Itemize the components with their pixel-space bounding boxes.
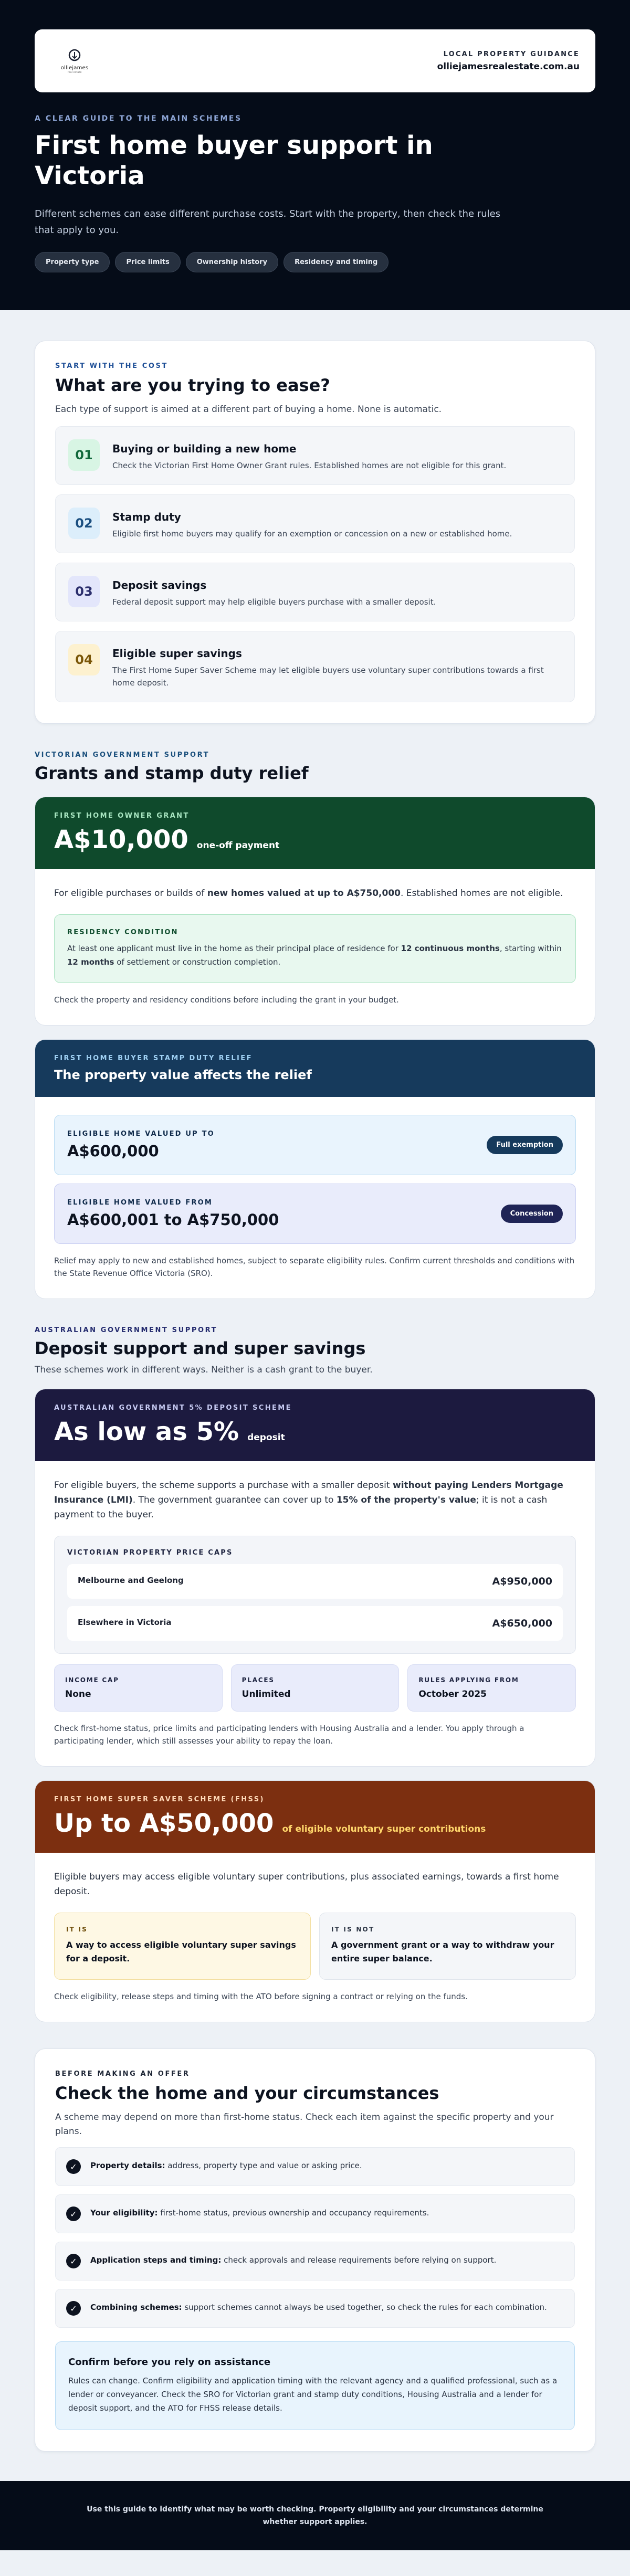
step-title: Stamp duty — [112, 511, 181, 523]
fhss-suffix: of eligible voluntary super contributions — [282, 1824, 486, 1834]
threshold-value: A$600,000 — [67, 1142, 159, 1160]
hero — [0, 0, 630, 310]
logo-subtext: real estate — [67, 70, 82, 74]
deposit-suffix: deposit — [247, 1432, 285, 1443]
cost-section — [35, 341, 595, 724]
step-number: 04 — [68, 644, 100, 675]
residency-condition-box — [54, 914, 576, 983]
step-number: 01 — [68, 439, 100, 471]
hero-intro: Different schemes can ease different purchase costs. Start with the property, then check the rules that apply to you. — [35, 208, 501, 236]
fhog-kicker: FIRST HOME OWNER GRANT — [54, 812, 190, 820]
header-eyebrow: LOCAL PROPERTY GUIDANCE — [443, 50, 580, 58]
section-kicker: START WITH THE COST — [55, 362, 168, 370]
fhss-note: Check eligibility, release steps and timing with the ATO before signing a contract or relying on the funds. — [54, 1992, 468, 2001]
fhog-amount: A$10,000 — [54, 825, 188, 854]
price-cap-value: A$650,000 — [492, 1618, 552, 1629]
topic-pills — [35, 252, 595, 272]
scheme-fact-tile — [407, 1664, 576, 1712]
threshold-label: ELIGIBLE HOME VALUED FROM — [67, 1199, 213, 1207]
price-caps-kicker: VICTORIAN PROPERTY PRICE CAPS — [67, 1549, 233, 1557]
fact-value: October 2025 — [418, 1689, 487, 1699]
fhss-is-not-box — [319, 1913, 576, 1980]
residency-kicker: RESIDENCY CONDITION — [67, 928, 178, 936]
step-description: The First Home Super Saver Scheme may let eligible buyers use voluntary super contributions towards a first home deposit. — [112, 666, 544, 688]
stamp-header — [35, 1040, 595, 1097]
pill-price-limits[interactable]: Price limits — [115, 252, 180, 272]
step-number: 02 — [68, 508, 100, 539]
fhss-is-label: IT IS — [66, 1926, 88, 1933]
site-header — [35, 29, 595, 92]
step-title: Deposit savings — [112, 579, 207, 592]
confirm-description: Rules can change. Confirm eligibility and application timing with the relevant agency and a qualified professional, such as a lender or conveyancer. Check the SRO for Victorian grant and stamp duty conditions, Housing Australia and a lender for deposit support, and the ATO for FHSS release details. — [68, 2376, 558, 2413]
price-cap-region: Elsewhere in Victoria — [78, 1618, 172, 1627]
residency-description: At least one applicant must live in the home as their principal place of residence for 12 continuous months, starting within 12 months of settlement or construction completion. — [67, 944, 562, 967]
step-number: 03 — [68, 576, 100, 607]
deposit-header — [35, 1389, 595, 1461]
price-cap-row — [67, 1606, 563, 1641]
step-item — [55, 426, 575, 485]
scheme-fact-tile — [54, 1664, 223, 1712]
step-description: Eligible first home buyers may qualify for an exemption or concession on a new or established home. — [112, 529, 512, 539]
stamp-duty-card — [35, 1039, 595, 1299]
stamp-kicker: FIRST HOME BUYER STAMP DUTY RELIEF — [54, 1054, 253, 1062]
deposit-kicker: AUSTRALIAN GOVERNMENT 5% DEPOSIT SCHEME — [54, 1404, 292, 1412]
logo[interactable] — [59, 48, 90, 74]
deposit-description: For eligible buyers, the scheme supports a purchase with a smaller deposit without paying Lenders Mortgage Insurance (LMI). The government guarantee can cover up to 15% of the property's value; it is not a cash payment to the buyer. — [54, 1480, 563, 1520]
fhog-note: Check the property and residency conditions before including the grant in your budget. — [54, 995, 399, 1005]
deposit-amount: As low as 5% — [54, 1417, 239, 1447]
fact-label: RULES APPLYING FROM — [418, 1676, 519, 1684]
check-icon: ✓ — [66, 2301, 81, 2316]
checklist-title: Check the home and your circumstances — [55, 2083, 439, 2103]
checklist-item — [55, 2194, 575, 2233]
fhss-is-value: A way to access eligible voluntary super savings for a deposit. — [66, 1940, 296, 1963]
aus-lead: These schemes work in different ways. Neither is a cash grant to the buyer. — [35, 1365, 373, 1375]
vic-title: Grants and stamp duty relief — [35, 763, 309, 783]
fhss-amount: Up to A$50,000 — [54, 1809, 274, 1838]
footer: Use this guide to identify what may be worth checking. Property eligibility and your circumstances determine whether support applies. — [0, 2481, 630, 2550]
fhog-header — [35, 797, 595, 869]
step-item — [55, 494, 575, 553]
fact-value: Unlimited — [242, 1689, 291, 1699]
fhss-is-not-value: A government grant or a way to withdraw your entire super balance. — [331, 1940, 554, 1963]
price-caps-box — [54, 1536, 576, 1654]
fhog-description: For eligible purchases or builds of new homes valued at up to A$750,000. Established homes are not eligible. — [54, 888, 563, 899]
checklist-item — [55, 2289, 575, 2328]
deposit-scheme-card — [35, 1389, 595, 1767]
pill-ownership-history[interactable]: Ownership history — [186, 252, 278, 272]
fhss-is-box — [54, 1913, 311, 1980]
scheme-facts — [54, 1664, 576, 1712]
stamp-duty-threshold — [54, 1184, 576, 1244]
section-lead: Each type of support is aimed at a different part of buying a home. None is automatic. — [55, 404, 442, 415]
scheme-fact-tile — [231, 1664, 400, 1712]
pill-residency-timing[interactable]: Residency and timing — [284, 252, 388, 272]
logo-icon — [68, 48, 81, 64]
step-item — [55, 563, 575, 621]
checklist-text: Your eligibility: first-home status, previous ownership and occupancy requirements. — [90, 2208, 429, 2218]
step-description: Federal deposit support may help eligible buyers purchase with a smaller deposit. — [112, 597, 436, 607]
fhss-card — [35, 1780, 595, 2022]
checklist-item — [55, 2242, 575, 2281]
fact-value: None — [65, 1689, 91, 1699]
price-cap-value: A$950,000 — [492, 1576, 552, 1587]
checklist-lead: A scheme may depend on more than first-home status. Check each item against the specific property and your plans. — [55, 2112, 554, 2137]
check-icon: ✓ — [66, 2254, 81, 2268]
fhss-is-not-label: IT IS NOT — [331, 1926, 375, 1933]
checklist-kicker: BEFORE MAKING AN OFFER — [55, 2070, 190, 2078]
fhss-header — [35, 1781, 595, 1853]
threshold-label: ELIGIBLE HOME VALUED UP TO — [67, 1130, 215, 1138]
threshold-value: A$600,001 to A$750,000 — [67, 1211, 279, 1229]
fhog-suffix: one-off payment — [196, 840, 280, 851]
fhss-kicker: FIRST HOME SUPER SAVER SCHEME (FHSS) — [54, 1796, 265, 1803]
check-icon: ✓ — [66, 2159, 81, 2174]
checklist-section — [35, 2049, 595, 2452]
site-link[interactable]: olliejamesrealestate.com.au — [437, 61, 580, 72]
checklist-text: Combining schemes: support schemes cannot always be used together, so check the rules for each combination. — [90, 2303, 547, 2312]
deposit-note: Check first-home status, price limits and participating lenders with Housing Australia and a lender. You apply through a participating lender, which still assesses your ability to repay the loan. — [54, 1724, 524, 1746]
logo-text: olliejames — [60, 65, 89, 71]
hero-kicker: A CLEAR GUIDE TO THE MAIN SCHEMES — [35, 114, 242, 123]
section-title: What are you trying to ease? — [55, 375, 330, 395]
stamp-duty-threshold — [54, 1115, 576, 1175]
relief-badge: Full exemption — [487, 1136, 563, 1154]
step-title: Buying or building a new home — [112, 442, 297, 455]
fact-label: PLACES — [242, 1676, 275, 1684]
fact-label: INCOME CAP — [65, 1676, 119, 1684]
checklist-text: Application steps and timing: check approvals and release requirements before relying on support. — [90, 2255, 497, 2265]
check-icon: ✓ — [66, 2207, 81, 2221]
fhss-description: Eligible buyers may access eligible voluntary super contributions, plus associated earnings, towards a first home deposit. — [54, 1872, 559, 1897]
relief-badge: Concession — [501, 1205, 563, 1223]
step-description: Check the Victorian First Home Owner Grant rules. Established homes are not eligible for this grant. — [112, 461, 507, 470]
price-cap-region: Melbourne and Geelong — [78, 1576, 184, 1585]
stamp-note: Relief may apply to new and established homes, subject to separate eligibility rules. Confirm current thresholds and conditions with the State Revenue Office Victoria (SRO). — [54, 1256, 575, 1278]
step-title: Eligible super savings — [112, 647, 242, 660]
page-title: First home buyer support in Victoria — [35, 131, 433, 191]
confirm-box — [55, 2341, 575, 2430]
price-cap-row — [67, 1564, 563, 1599]
stamp-title: The property value affects the relief — [54, 1068, 312, 1082]
step-item — [55, 631, 575, 702]
vic-kicker: VICTORIAN GOVERNMENT SUPPORT — [35, 751, 210, 759]
pill-property-type[interactable]: Property type — [35, 252, 110, 272]
aus-kicker: AUSTRALIAN GOVERNMENT SUPPORT — [35, 1326, 218, 1334]
aus-title: Deposit support and super savings — [35, 1338, 366, 1358]
fhog-card — [35, 797, 595, 1026]
confirm-title: Confirm before you rely on assistance — [68, 2357, 271, 2368]
checklist-text: Property details: address, property type and value or asking price. — [90, 2161, 362, 2170]
checklist-item — [55, 2147, 575, 2186]
